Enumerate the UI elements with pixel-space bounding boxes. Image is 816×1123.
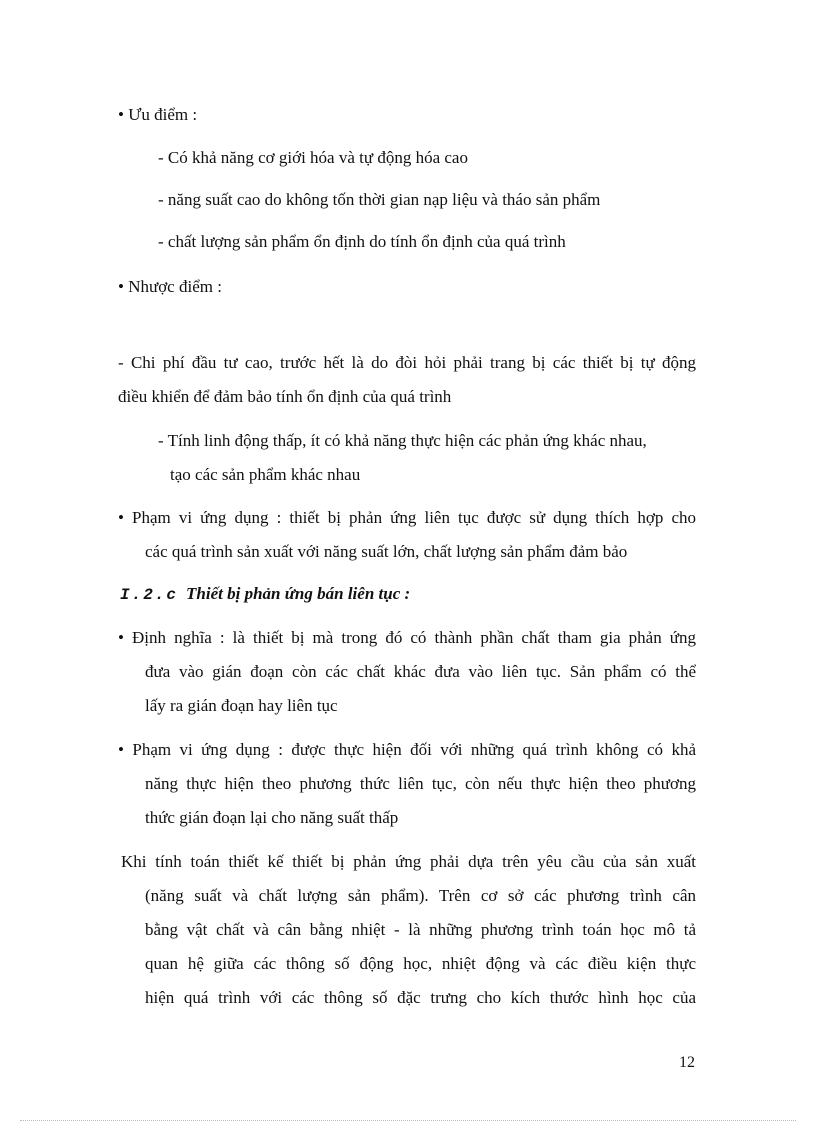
calculation-paragraph-cont: bằng vật chất và cân bằng nhiệt - là những phương trình toán học mô tả bbox=[145, 920, 696, 939]
advantages-title: • Ưu điểm : bbox=[118, 105, 198, 124]
calculation-paragraph-cont: (năng suất và chất lượng sản phẩm). Trên cơ sở các phương trình cân bbox=[145, 886, 696, 905]
section-code: I.2.c bbox=[120, 586, 179, 604]
scope2-paragraph-cont: năng thực hiện theo phương thức liên tục, còn nếu thực hiện theo phương bbox=[145, 774, 696, 793]
advantage-item: - chất lượng sản phẩm ổn định do tính ổn định của quá trình bbox=[158, 232, 566, 251]
definition-paragraph-cont: đưa vào gián đoạn còn các chất khác đưa vào liên tục. Sản phẩm có thể bbox=[145, 662, 696, 681]
scope-paragraph: • Phạm vi ứng dụng : thiết bị phản ứng liên tục được sử dụng thích hợp cho bbox=[118, 508, 696, 527]
calculation-paragraph-cont: quan hệ giữa các thông số động học, nhiệt động và các điều kiện thực bbox=[145, 954, 696, 973]
disadvantage-item: - Chi phí đầu tư cao, trước hết là do đòi hỏi phải trang bị các thiết bị tự động bbox=[118, 353, 696, 372]
disadvantage-item-cont: tạo các sản phẩm khác nhau bbox=[170, 465, 361, 484]
calculation-paragraph-cont: hiện quá trình với các thông số đặc trưng cho kích thước hình học của bbox=[145, 988, 696, 1007]
footer-divider bbox=[20, 1120, 796, 1121]
calculation-paragraph: Khi tính toán thiết kế thiết bị phản ứng phải dựa trên yêu cầu của sản xuất bbox=[121, 852, 696, 871]
advantage-item: - năng suất cao do không tốn thời gian nạp liệu và tháo sản phẩm bbox=[158, 190, 601, 209]
definition-paragraph-cont: lấy ra gián đoạn hay liên tục bbox=[145, 696, 338, 715]
definition-paragraph: • Định nghĩa : là thiết bị mà trong đó có thành phần chất tham gia phản ứng bbox=[118, 628, 696, 647]
disadvantage-item: - Tính linh động thấp, ít có khả năng thực hiện các phản ứng khác nhau, bbox=[158, 431, 647, 450]
disadvantages-title: • Nhược điểm : bbox=[118, 277, 222, 296]
scope2-paragraph: • Phạm vi ứng dụng : được thực hiện đối với những quá trình không có khả bbox=[118, 740, 696, 759]
section-heading bbox=[120, 582, 410, 607]
scope-paragraph-cont: các quá trình sản xuất với năng suất lớn, chất lượng sản phẩm đảm bảo bbox=[145, 542, 628, 561]
page-number: 12 bbox=[679, 1054, 695, 1071]
section-title: Thiết bị phản ứng bán liên tục : bbox=[186, 584, 411, 603]
scope2-paragraph-cont: thức gián đoạn lại cho năng suất thấp bbox=[145, 808, 399, 827]
disadvantage-item-cont: điều khiển để đảm bảo tính ổn định của quá trình bbox=[118, 387, 452, 406]
advantage-item: - Có khả năng cơ giới hóa và tự động hóa cao bbox=[158, 148, 468, 167]
